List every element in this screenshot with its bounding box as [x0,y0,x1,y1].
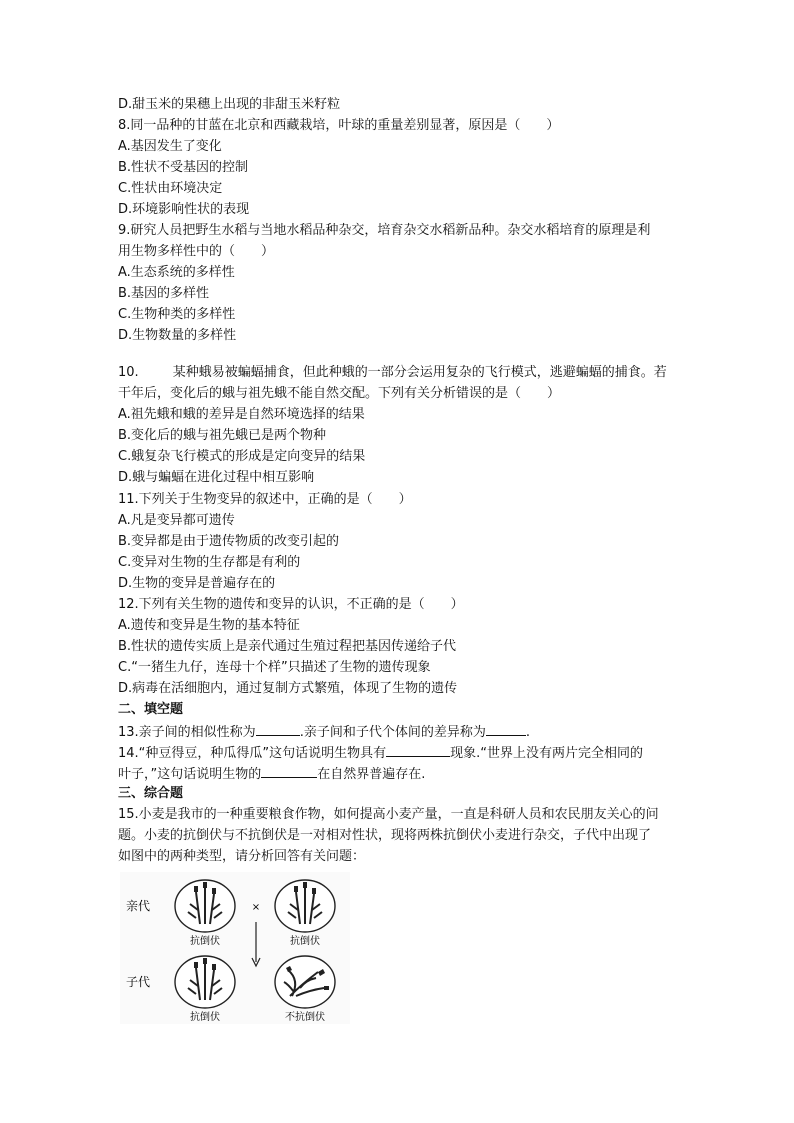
q15-line1: 15.小麦是我市的一种重要粮食作物，如何提高小麦产量，一直是科研人员和农民朋友关心的问 [118,807,659,822]
q13-text-1: 13.亲子间的相似性称为 [118,725,256,740]
q14-text-4: 在自然界普遍存在. [317,767,426,782]
q14-text-3: 叶子，”这句话说明生物的 [118,767,262,782]
q14-blank-1[interactable] [386,742,450,757]
q9-stem-line2: 用生物多样性中的（ ） [118,244,275,259]
q12-option-b: B.性状的遗传实质上是亲代通过生殖过程把基因传递给子代 [118,639,457,654]
q10-stem-text: 某种蛾易被蝙蝠捕食，但此种蛾的一部分会运用复杂的飞行模式，逃避蝙蝠的捕食。若 [172,365,667,380]
parent2-lodging-resistant-plant [275,880,335,932]
section-fill-in-heading: 二、填空题 [118,702,184,717]
q9-option-b: B.基因的多样性 [118,286,210,301]
q10-option-c: C.蛾复杂飞行模式的形成是定向变异的结果 [118,449,366,464]
parent1-lodging-resistant-plant [175,880,235,932]
q9-option-d: D.生物数量的多样性 [118,328,237,343]
q13-text-3: . [525,725,530,740]
q12-option-d: D.病毒在活细胞内，通过复制方式繁殖，体现了生物的遗传 [118,681,458,696]
q13-line [118,721,530,743]
q10-option-a: A.祖先蛾和蛾的差异是自然环境选择的结果 [118,407,365,422]
q14-line1 [118,742,643,764]
q14-line2 [118,763,425,785]
q13-text-2: .亲子间和子代个体间的差异称为 [299,725,486,740]
q10-stem-line1 [118,363,667,383]
wheat-cross-figure [120,872,350,1024]
q15-line3: 如图中的两种类型，请分析回答有关问题： [118,849,366,864]
q8-option-b: B.性状不受基因的控制 [118,160,249,175]
q12-option-c: C.“一猪生九仔，连母十个样”只描述了生物的遗传现象 [118,660,431,675]
q8-stem: 8.同一品种的甘蓝在北京和西藏栽培，叶球的重量差别显著，原因是（ ） [118,118,560,133]
q14-text-2: 现象.“世界上没有两片完全相同的 [450,746,644,761]
child1-lodging-resistant-plant [175,956,235,1008]
q8-option-c: C.性状由环境决定 [118,181,223,196]
child2-caption: 不抗倒伏 [285,1012,325,1023]
child2-non-resistant-plant [275,956,335,1008]
parent-generation-label: 亲代 [126,899,151,913]
q10-number: 10. [118,365,139,380]
q15-line2: 题。小麦的抗倒伏与不抗倒伏是一对相对性状，现将两株抗倒伏小麦进行杂交，子代中出现了 [118,828,652,843]
q13-blank-1[interactable] [256,721,300,736]
q9-option-a: A.生态系统的多样性 [118,265,235,280]
q9-stem-line1: 9.研究人员把野生水稻与当地水稻品种杂交，培育杂交水稻新品种。杂交水稻培育的原理是利 [118,223,651,238]
parent2-caption: 抗倒伏 [290,936,320,947]
offspring-generation-label: 子代 [126,975,151,989]
q14-blank-2[interactable] [261,763,317,778]
q8-option-d: D.环境影响性状的表现 [118,202,250,217]
section-comprehensive-heading: 三、综合题 [118,786,184,801]
q11-option-a: A.凡是变异都可遗传 [118,513,235,528]
child1-caption: 抗倒伏 [190,1012,220,1023]
cross-symbol: × [251,902,261,913]
q10-stem-line2: 干年后，变化后的蛾与祖先蛾不能自然交配。下列有关分析错误的是（ ） [118,386,561,401]
q10-option-b: B.变化后的蛾与祖先蛾已是两个物种 [118,428,327,443]
q11-stem: 11.下列关于生物变异的叙述中，正确的是（ ） [118,492,412,507]
q10-option-d: D.蛾与蝙蝠在进化过程中相互影响 [118,470,315,485]
q11-option-b: B.变异都是由于遗传物质的改变引起的 [118,534,340,549]
q11-option-c: C.变异对生物的生存都是有利的 [118,555,301,570]
q9-option-c: C.生物种类的多样性 [118,307,236,322]
parent1-caption: 抗倒伏 [190,936,220,947]
q12-option-a: A.遗传和变异是生物的基本特征 [118,618,300,633]
q7-option-d: D.甜玉米的果穗上出现的非甜玉米籽粒 [118,97,341,112]
q12-stem: 12.下列有关生物的遗传和变异的认识，不正确的是（ ） [118,597,464,612]
q8-option-a: A.基因发生了变化 [118,139,222,154]
q11-option-d: D.生物的变异是普遍存在的 [118,576,276,591]
q13-blank-2[interactable] [486,721,526,736]
q14-text-1: 14.“种豆得豆，种瓜得瓜”这句话说明生物具有 [118,746,387,761]
